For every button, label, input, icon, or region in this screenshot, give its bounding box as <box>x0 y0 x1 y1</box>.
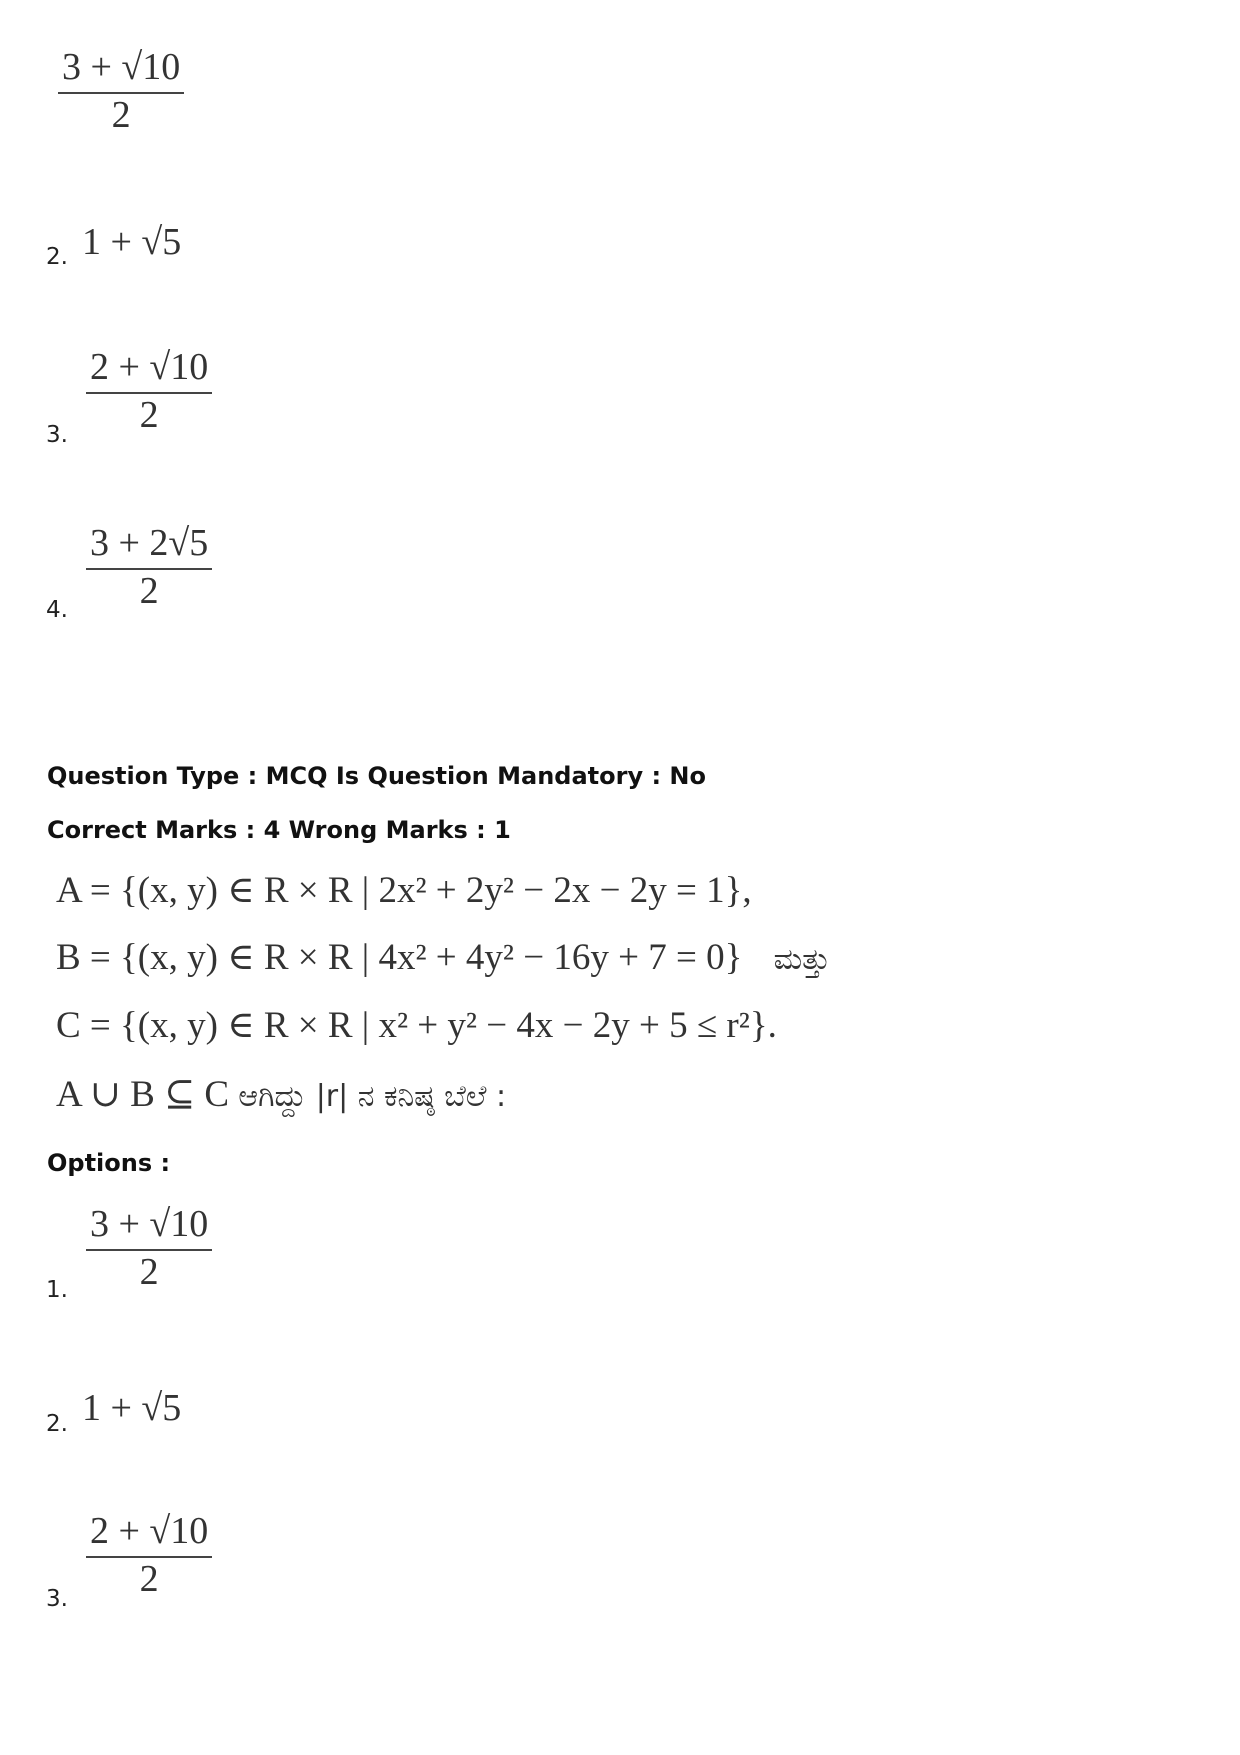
marks-line: Correct Marks : 4 Wrong Marks : 1 <box>47 816 511 844</box>
option-number: 3. <box>46 1586 68 1612</box>
question-type-line: Question Type : MCQ Is Question Mandatory : No <box>47 762 706 790</box>
fraction-numerator: 3 + √10 <box>86 1205 212 1251</box>
fraction-numerator: 3 + 2√5 <box>86 524 212 570</box>
fraction-denominator: 2 <box>139 1250 159 1293</box>
option-3-prev <box>86 348 212 436</box>
options-label: Options : <box>47 1149 171 1177</box>
question-line-a: A = {(x, y) ∈ R × R | 2x² + 2y² − 2x − 2y = 1}, <box>56 870 752 911</box>
subset-relation: A ∪ B ⊆ C <box>56 1074 230 1115</box>
option-1-prev <box>58 48 184 136</box>
fraction-denominator: 2 <box>139 569 159 612</box>
question-line-c: C = {(x, y) ∈ R × R | x² + y² − 4x − 2y + 5 ≤ r²}. <box>56 1005 777 1046</box>
fraction-numerator: 2 + √10 <box>86 1512 212 1558</box>
question-prompt-kannada: ಆಗಿದ್ದು |r| ನ ಕನಿಷ್ಠ ಬೆಲೆ : <box>238 1079 507 1114</box>
question-line-b <box>56 935 830 979</box>
fraction-numerator: 3 + √10 <box>58 48 184 94</box>
option-2-prev: 1 + √5 <box>82 221 182 263</box>
fraction-denominator: 2 <box>139 393 159 436</box>
option-3 <box>86 1512 212 1600</box>
option-number: 2. <box>46 244 68 270</box>
option-2: 1 + √5 <box>82 1387 182 1429</box>
option-4-prev <box>86 524 212 612</box>
question-line-d <box>56 1072 506 1116</box>
fraction-numerator: 2 + √10 <box>86 348 212 394</box>
option-number: 4. <box>46 597 68 623</box>
option-number: 1. <box>46 1277 68 1303</box>
option-1 <box>86 1205 212 1293</box>
fraction-denominator: 2 <box>111 93 131 136</box>
kannada-and: ಮತ್ತು <box>773 942 831 977</box>
set-b-definition: B = {(x, y) ∈ R × R | 4x² + 4y² − 16y + 7 = 0} <box>56 937 743 978</box>
option-number: 3. <box>46 422 68 448</box>
option-number: 2. <box>46 1411 68 1437</box>
fraction-denominator: 2 <box>139 1557 159 1600</box>
